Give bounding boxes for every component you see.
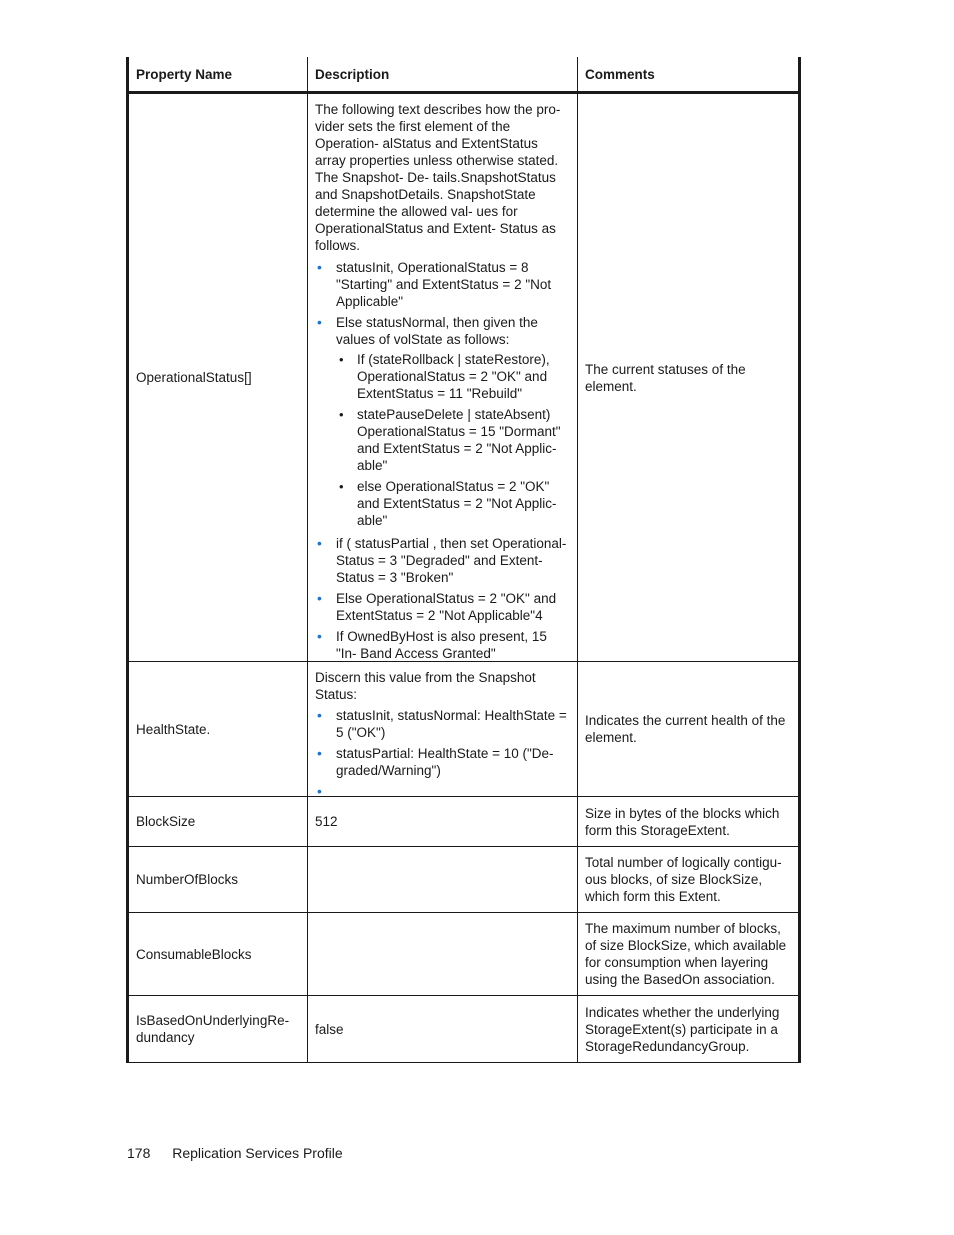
description — [308, 847, 578, 912]
sub-list-item: • statePauseDelete | stateAbsent) OperationalStatus = 15 "Dormant" and ExtentStatus = 2 "Not Applic- able" — [336, 406, 570, 474]
comment: Size in bytes of the blocks which form this StorageExtent. — [585, 805, 780, 838]
comment: The current statuses of the element. — [585, 361, 746, 394]
list-item: • if ( statusPartial , then set Operational- Status = 3 "Degraded" and Extent- Status = 3 "Broken" — [315, 535, 570, 586]
description: false — [308, 996, 578, 1062]
header-comments: Comments — [585, 66, 655, 82]
list-item: • statusInit, statusNormal: HealthState = 5 ("OK") — [315, 707, 570, 741]
header-description: Description — [308, 57, 578, 91]
bullet-list — [315, 707, 570, 800]
description-intro: The following text describes how the pro- vider sets the first element of the Operation- alStatus and ExtentStatus array properties unless otherwise stated. The Snapshot- De- tails.SnapshotStatus and SnapshotDetails. SnapshotState determine the allowed val- ues for OperationalStatus and Extent- Status as follows. — [315, 102, 561, 253]
comment: Indicates the current health of the element. — [585, 713, 786, 745]
table-row — [129, 846, 798, 912]
list-item — [315, 783, 570, 800]
table-header-row — [129, 57, 798, 93]
description — [308, 913, 578, 995]
sub-bullet-list — [336, 351, 570, 529]
bullet-list — [315, 259, 570, 662]
page-number: 178 — [127, 1145, 151, 1161]
property-name: HealthState. — [129, 662, 308, 796]
description — [308, 662, 578, 796]
page-footer — [127, 1145, 343, 1161]
property-table — [126, 57, 801, 1063]
description-intro: Discern this value from the Snapshot Status: — [315, 670, 536, 702]
property-name: BlockSize — [129, 797, 308, 846]
list-item: • If OwnedByHost is also present, 15 "In- Band Access Granted" — [315, 628, 570, 662]
description: 512 — [308, 797, 578, 846]
list-item — [315, 314, 570, 529]
table-row — [129, 995, 798, 1062]
table-row — [129, 912, 798, 995]
table-row — [129, 93, 798, 661]
property-name: ConsumableBlocks — [129, 913, 308, 995]
comment: Indicates whether the underlying StorageExtent(s) participate in a StorageRedundancyGroup. — [585, 1004, 780, 1054]
property-name: NumberOfBlocks — [129, 847, 308, 912]
sub-list-item: • else OperationalStatus = 2 "OK" and ExtentStatus = 2 "Not Applic- able" — [336, 478, 570, 529]
table-row — [129, 661, 798, 796]
property-name: IsBasedOnUnderlyingRe- dundancy — [129, 996, 308, 1062]
list-item: • statusInit, OperationalStatus = 8 "Starting" and ExtentStatus = 2 "Not Applicable" — [315, 259, 570, 310]
section-title: Replication Services Profile — [172, 1145, 343, 1161]
property-name: OperationalStatus[] — [129, 94, 308, 661]
sub-list-item: • If (stateRollback | stateRestore), OperationalStatus = 2 "OK" and ExtentStatus = 11 "Rebuild" — [336, 351, 570, 402]
list-item-text: Else statusNormal, then given the values of volState as follows: — [336, 315, 538, 347]
table-row — [129, 796, 798, 846]
list-item: • statusPartial: HealthState = 10 ("De- graded/Warning") — [315, 745, 570, 779]
comment: The maximum number of blocks, of size BlockSize, which available for consumption when layering using the BasedOn association. — [585, 921, 787, 987]
list-item: • Else OperationalStatus = 2 "OK" and ExtentStatus = 2 "Not Applicable"4 — [315, 590, 570, 624]
header-property-name: Property Name — [129, 57, 308, 91]
description — [308, 94, 578, 661]
comment: Total number of logically contigu- ous blocks, of size BlockSize, which form this Extent. — [585, 855, 782, 904]
